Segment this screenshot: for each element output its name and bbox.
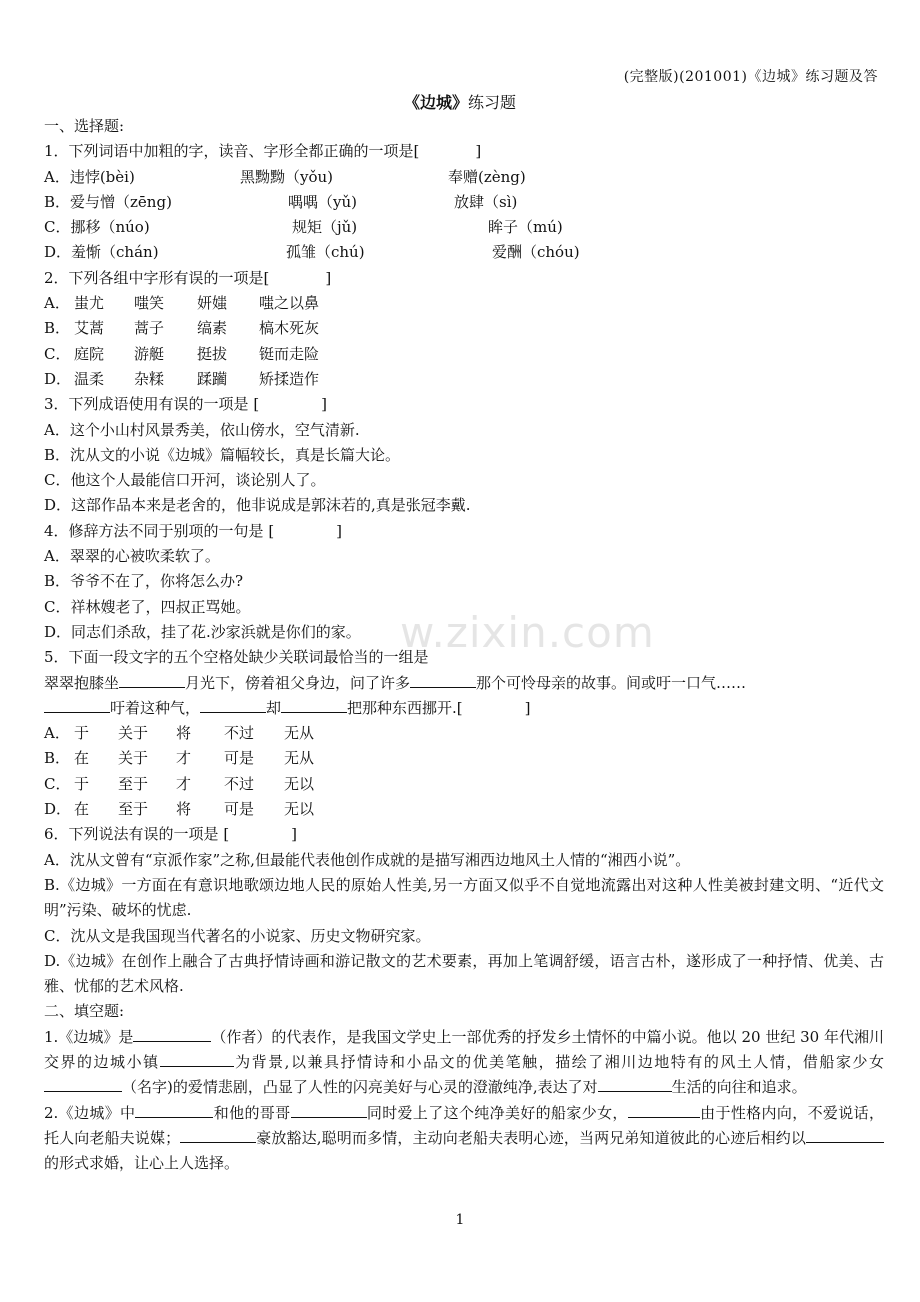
title-rest: 练习题 bbox=[468, 93, 517, 112]
question-2 bbox=[44, 266, 884, 291]
passage-text: 却 bbox=[266, 698, 282, 717]
answer-blank[interactable] bbox=[598, 1077, 672, 1092]
q4-option-b: B．爷爷不在了，你将怎么办? bbox=[44, 572, 244, 591]
option-text: 爱酬（chóu) bbox=[492, 243, 580, 262]
passage-text: 把那种东西挪开.[ bbox=[347, 698, 463, 717]
q2-option-b bbox=[44, 316, 884, 341]
passage-text: 吁着这种气， bbox=[110, 698, 201, 717]
q1-option-d bbox=[44, 240, 884, 265]
answer-blank[interactable] bbox=[281, 698, 347, 713]
watermark: w.zixin.com bbox=[400, 608, 655, 657]
fill-text: 的形式求婚，让心上人选择。 bbox=[44, 1154, 240, 1173]
passage-text: 那个可怜母亲的故事。间或吁一口气…… bbox=[476, 673, 747, 692]
option-text: 无以 bbox=[284, 774, 315, 793]
page-number: 1 bbox=[455, 1212, 465, 1228]
answer-blank[interactable] bbox=[44, 698, 110, 713]
option-text: C．挪移（núo) bbox=[44, 218, 150, 237]
answer-blank[interactable] bbox=[135, 1103, 213, 1118]
option-text: 关于 bbox=[118, 749, 149, 768]
option-text: 嗤之以鼻 bbox=[259, 294, 320, 313]
section-heading-choice: 一、选择题: bbox=[44, 117, 125, 135]
q2-option-d bbox=[44, 367, 884, 392]
option-text: 蹂躏 bbox=[197, 369, 228, 388]
option-text: 在 bbox=[74, 749, 90, 768]
bracket-close: ] bbox=[325, 268, 332, 287]
option-text: 游艇 bbox=[134, 344, 165, 363]
q1-option-b bbox=[44, 190, 884, 215]
option-text: 孤雏（chú) bbox=[286, 243, 365, 262]
question-stem: 3．下列成语使用有误的一项是 [ bbox=[44, 395, 260, 414]
option-text: 铤而走险 bbox=[259, 344, 320, 363]
option-text: 庭院 bbox=[74, 344, 105, 363]
fill-text: （名字)的爱情悲剧，凸显了人性的闪亮美好与心灵的澄澈纯净,表达了对 bbox=[122, 1078, 598, 1097]
fill-text: （作者）的代表作，是我国文学史上一部优秀的抒发乡土情怀的中篇小说。他以 20 世纪 30 年代湘川交界的边城小镇 bbox=[44, 1027, 884, 1071]
option-text: 蚩尤 bbox=[74, 294, 105, 313]
bracket-close: ] bbox=[524, 698, 531, 717]
option-text: 挺拔 bbox=[197, 344, 228, 363]
q5-option-c bbox=[44, 772, 884, 797]
question-6 bbox=[44, 822, 884, 847]
option-letter: A． bbox=[44, 724, 70, 743]
option-text: 无从 bbox=[284, 724, 315, 743]
section-heading-fill: 二、填空题: bbox=[44, 1002, 125, 1021]
option-letter: C． bbox=[44, 774, 71, 793]
answer-blank[interactable] bbox=[119, 673, 185, 688]
q4-option-c: C．祥林嫂老了，四叔正骂她。 bbox=[44, 597, 251, 616]
answer-blank[interactable] bbox=[806, 1128, 884, 1143]
option-letter: C． bbox=[44, 344, 71, 363]
option-text: 关于 bbox=[118, 724, 149, 743]
option-text: 于 bbox=[74, 724, 90, 743]
answer-blank[interactable] bbox=[410, 673, 476, 688]
q2-option-a bbox=[44, 291, 884, 316]
option-text: D．羞惭（chán) bbox=[44, 243, 159, 262]
option-text: 妍媸 bbox=[197, 294, 228, 313]
option-text: 至于 bbox=[118, 774, 149, 793]
q6-option-c: C．沈从文是我国现当代著名的小说家、历史文物研究家。 bbox=[44, 926, 431, 945]
fill-text: 和他的哥哥 bbox=[213, 1103, 291, 1122]
page-header: (完整版)(201001)《边城》练习题及答 bbox=[623, 69, 878, 85]
option-text: 眸子（mú) bbox=[488, 218, 563, 237]
option-text: 可是 bbox=[224, 800, 255, 819]
q6-option-b: B.《边城》一方面在有意识地歌颂边地人民的原始人性美,另一方面又似乎不自觉地流露出对这种人性美被封建文明、“近代文明”污染、破坏的忧虑. bbox=[44, 875, 884, 920]
option-letter: B． bbox=[44, 319, 71, 338]
option-text: 于 bbox=[74, 774, 90, 793]
bracket-close: ] bbox=[321, 395, 328, 414]
option-text: 规矩（jǔ) bbox=[292, 218, 358, 237]
fill-text: 为背景,以兼具抒情诗和小品文的优美笔触，描绘了湘川边地特有的风土人情，借船家少女 bbox=[233, 1052, 884, 1071]
q3-option-c: C．他这个人最能信口开河，谈论别人了。 bbox=[44, 471, 326, 490]
bracket-close: ] bbox=[291, 825, 298, 844]
q3-option-b: B．沈从文的小说《边城》篇幅较长，真是长篇大论。 bbox=[44, 445, 401, 464]
option-text: 杂糅 bbox=[134, 369, 165, 388]
fill-text: 1.《边城》是 bbox=[44, 1027, 134, 1046]
exercise-content bbox=[44, 114, 884, 1176]
option-letter: D． bbox=[44, 369, 72, 388]
option-text: 槁木死灰 bbox=[259, 319, 320, 338]
option-text: 无以 bbox=[284, 800, 315, 819]
option-text: 可是 bbox=[224, 749, 255, 768]
q5-option-d bbox=[44, 797, 884, 822]
option-text: 将 bbox=[176, 800, 192, 819]
question-1 bbox=[44, 139, 884, 164]
option-text: 矫揉造作 bbox=[259, 369, 320, 388]
fill-text: 2.《边城》中 bbox=[44, 1103, 136, 1122]
q1-option-c bbox=[44, 215, 884, 240]
option-text: 嗤笑 bbox=[134, 294, 165, 313]
fill-question-1 bbox=[44, 1025, 884, 1101]
option-text: 在 bbox=[74, 800, 90, 819]
option-text: 至于 bbox=[118, 800, 149, 819]
q1-option-a bbox=[44, 165, 884, 190]
option-text: B．爱与憎（zēng) bbox=[44, 192, 172, 211]
option-text: 奉赠(zèng) bbox=[448, 167, 526, 186]
q5-passage-line-2 bbox=[44, 696, 884, 721]
option-text: 才 bbox=[176, 774, 192, 793]
fill-text: 由于性格内向，不爱说话，托人向老船夫说媒； bbox=[44, 1103, 884, 1147]
q4-option-d: D．同志们杀敌，挂了花.沙家浜就是你们的家。 bbox=[44, 622, 361, 641]
option-text: 喁喁（yǔ) bbox=[288, 192, 357, 211]
question-4 bbox=[44, 519, 884, 544]
fill-text: 生活的向往和追求。 bbox=[671, 1078, 807, 1097]
option-text: 无从 bbox=[284, 749, 315, 768]
fill-text: 同时爱上了这个纯净美好的船家少女， bbox=[366, 1103, 628, 1122]
q5-passage-line-1 bbox=[44, 671, 884, 696]
q3-option-a: A．这个小山村风景秀美，依山傍水，空气清新. bbox=[44, 420, 360, 439]
option-text: 才 bbox=[176, 749, 192, 768]
answer-blank[interactable] bbox=[180, 1128, 256, 1143]
q3-option-d: D．这部作品本来是老舍的，他非说成是郭沫若的,真是张冠李戴. bbox=[44, 496, 471, 515]
q2-option-c bbox=[44, 342, 884, 367]
option-text: 缟素 bbox=[197, 319, 228, 338]
bracket-close: ] bbox=[475, 142, 482, 161]
answer-blank[interactable] bbox=[200, 698, 266, 713]
passage-text: 翠翠抱膝坐 bbox=[44, 673, 120, 692]
title-bold: 《边城》 bbox=[403, 93, 468, 112]
q6-option-a: A．沈从文曾有“京派作家”之称,但最能代表他创作成就的是描写湘西边地风土人情的“湘西小说”。 bbox=[44, 850, 691, 869]
q5-option-b bbox=[44, 746, 884, 771]
option-text: 不过 bbox=[224, 724, 255, 743]
option-text: 温柔 bbox=[74, 369, 105, 388]
q5-option-a bbox=[44, 721, 884, 746]
option-text: 放肆（sì) bbox=[454, 192, 518, 211]
option-text: 艾蒿 bbox=[74, 319, 105, 338]
question-stem: 1．下列词语中加粗的字，读音、字形全都正确的一项是[ bbox=[44, 142, 420, 161]
option-text: A．违悖(bèi) bbox=[44, 167, 135, 186]
question-stem: 4．修辞方法不同于别项的一句是 [ bbox=[44, 521, 275, 540]
option-letter: B． bbox=[44, 749, 71, 768]
q6-option-d: D.《边城》在创作上融合了古典抒情诗画和游记散文的艺术要素，再加上笔调舒缓，语言古朴，遂形成了一种抒情、优美、古雅、忧郁的艺术风格. bbox=[44, 951, 884, 996]
page-title bbox=[0, 90, 920, 113]
question-stem: 6．下列说法有误的一项是 [ bbox=[44, 825, 230, 844]
question-5: 5．下面一段文字的五个空格处缺少关联词最恰当的一组是 bbox=[44, 648, 429, 667]
question-3 bbox=[44, 392, 884, 417]
option-letter: D． bbox=[44, 800, 72, 819]
q4-option-a: A．翠翠的心被吹柔软了。 bbox=[44, 547, 220, 566]
option-text: 不过 bbox=[224, 774, 255, 793]
fill-text: 豪放豁达,聪明而多情，主动向老船夫表明心迹，当两兄弟知道彼此的心迹后相约以 bbox=[256, 1128, 806, 1147]
option-text: 蒿子 bbox=[134, 319, 165, 338]
answer-blank[interactable] bbox=[133, 1027, 211, 1042]
passage-text: 月光下，傍着祖父身边，问了许多 bbox=[185, 673, 411, 692]
answer-blank[interactable] bbox=[160, 1052, 234, 1067]
fill-question-2 bbox=[44, 1101, 884, 1177]
answer-blank[interactable] bbox=[291, 1103, 367, 1118]
question-stem: 2．下列各组中字形有误的一项是[ bbox=[44, 268, 270, 287]
answer-blank[interactable] bbox=[628, 1103, 700, 1118]
bracket-close: ] bbox=[336, 521, 343, 540]
option-text: 黑黝黝（yǒu) bbox=[240, 167, 334, 186]
answer-blank[interactable] bbox=[44, 1077, 122, 1092]
option-text: 将 bbox=[176, 724, 192, 743]
option-letter: A． bbox=[44, 294, 70, 313]
